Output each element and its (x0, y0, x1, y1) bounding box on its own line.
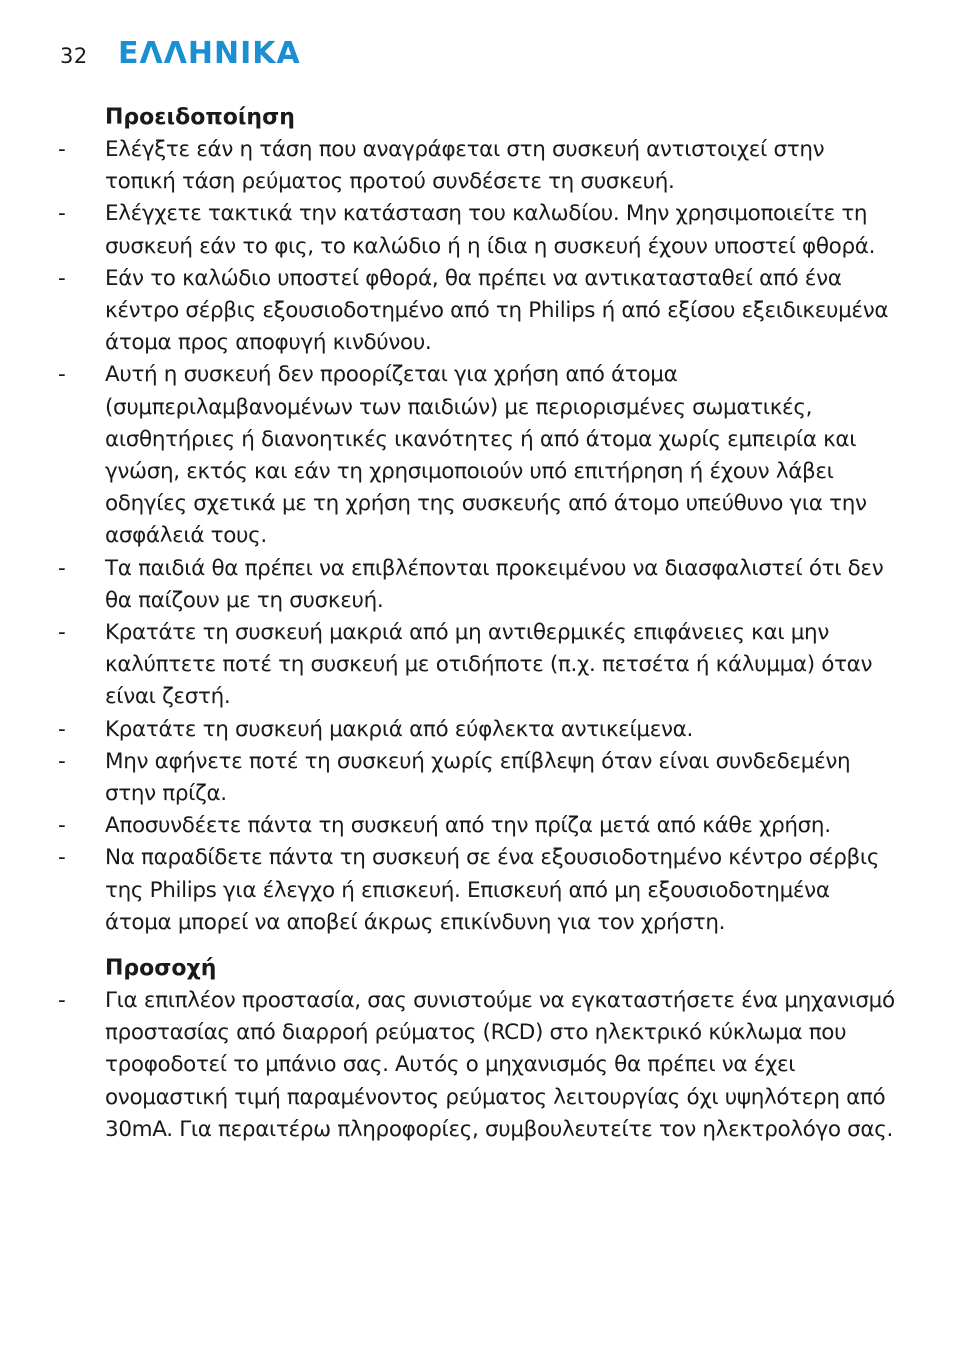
list-item-text: Ελέγχετε τακτικά την κατάσταση του καλωδίου. Μην χρησιμοποιείτε τη συσκευή εάν το φις, το καλώδιο ή η ίδια η συσκευή έχουν υποστεί φθορά. (105, 201, 876, 259)
bullet-dash: - (58, 845, 66, 871)
bullet-dash: - (58, 201, 66, 227)
list-item (58, 985, 898, 1146)
language-title: ΕΛΛΗΝΙΚΑ (118, 36, 301, 71)
list-item-text: Ελέγξτε εάν η τάση που αναγράφεται στη συσκευή αντιστοιχεί στην τοπική τάση ρεύματος προτού συνδέσετε τη συσκευή. (105, 137, 825, 195)
warning-list (58, 134, 898, 939)
bullet-dash: - (58, 137, 66, 162)
list-item (58, 198, 898, 262)
list-item (58, 263, 898, 360)
list-item-text: Μην αφήνετε ποτέ τη συσκευή χωρίς επίβλεψη όταν είναι συνδεδεμένη στην πρίζα. (105, 748, 851, 807)
caution-heading: Προσοχή (105, 956, 217, 982)
list-item (58, 714, 898, 746)
list-item (58, 359, 898, 552)
page-content (58, 102, 898, 1146)
list-item (58, 810, 898, 842)
bullet-dash: - (58, 716, 66, 742)
list-item-text: Εάν το καλώδιο υποστεί φθορά, θα πρέπει να αντικατασταθεί από ένα κέντρο σέρβις εξουσιοδοτημένο από τη Philips ή από εξίσου εξειδικευμένα άτομα προς αποφυγή κινδύνου. (105, 265, 889, 356)
list-item-text: Κρατάτε τη συσκευή μακριά από εύφλεκτα αντικείμενα. (105, 716, 693, 742)
list-item-text: Για επιπλέον προστασία, σας συνιστούμε να εγκαταστήσετε ένα μηχανισμό προστασίας από διαρροή ρεύματος (RCD) στο ηλεκτρικό κύκλωμα που τροφοδοτεί το μπάνιο σας. Αυτός ο μηχανισμός θα πρέπει να έχει ονομαστική τιμή παραμένοντος ρεύματος λειτουργίας όχι υψηλότερη από 30mA. Για περαιτέρω πληροφορίες, συμβουλευτείτε τον ηλεκτρολόγο σας. (105, 988, 895, 1142)
list-item-text: Τα παιδιά θα πρέπει να επιβλέπονται προκειμένου να διασφαλιστεί ότι δεν θα παίζουν με τη συσκευή. (105, 555, 884, 613)
bullet-dash: - (58, 813, 66, 839)
bullet-dash: - (58, 555, 66, 581)
bullet-dash: - (58, 620, 66, 646)
list-item-text: Αυτή η συσκευή δεν προορίζεται για χρήση από άτομα (συμπεριλαμβανομένων των παιδιών) με περιορισμένες σωματικές, αισθητήριες ή διανοητικές ικανότητες ή από άτομα χωρίς εμπειρία και γνώση, εκτός και εάν τη χρησιμοποιούν υπό επιτήρηση ή έχουν λάβει οδηγίες σχετικά με τη χρήση της συσκευής από άτομο υπεύθυνο για την ασφάλειά τους. (105, 362, 867, 549)
caution-list (58, 985, 898, 1146)
list-item (58, 617, 898, 714)
list-item-text: Αποσυνδέετε πάντα τη συσκευή από την πρίζα μετά από κάθε χρήση. (105, 813, 831, 839)
list-item (58, 553, 898, 617)
bullet-dash: - (58, 362, 66, 388)
warning-heading: Προειδοποίηση (105, 105, 295, 130)
list-item-text: Να παραδίδετε πάντα τη συσκευή σε ένα εξουσιοδοτημένο κέντρο σέρβις της Philips για έλεγχο ή επισκευή. Επισκευή από μη εξουσιοδοτημένα άτομα μπορεί να αποβεί άκρως επικίνδυνη για τον χρήστη. (105, 845, 880, 935)
list-item-text: Κρατάτε τη συσκευή μακριά από μη αντιθερμικές επιφάνειες και μην καλύπτετε ποτέ τη συσκευή με οτιδήποτε (π.χ. πετσέτα ή κάλυμμα) όταν είναι ζεστή. (105, 620, 873, 710)
bullet-dash: - (58, 748, 66, 774)
list-item (58, 746, 898, 810)
list-item (58, 134, 898, 198)
page-number: 32 (60, 44, 88, 68)
bullet-dash: - (58, 988, 66, 1014)
list-item (58, 842, 898, 939)
page-header (60, 36, 301, 71)
bullet-dash: - (58, 265, 66, 291)
